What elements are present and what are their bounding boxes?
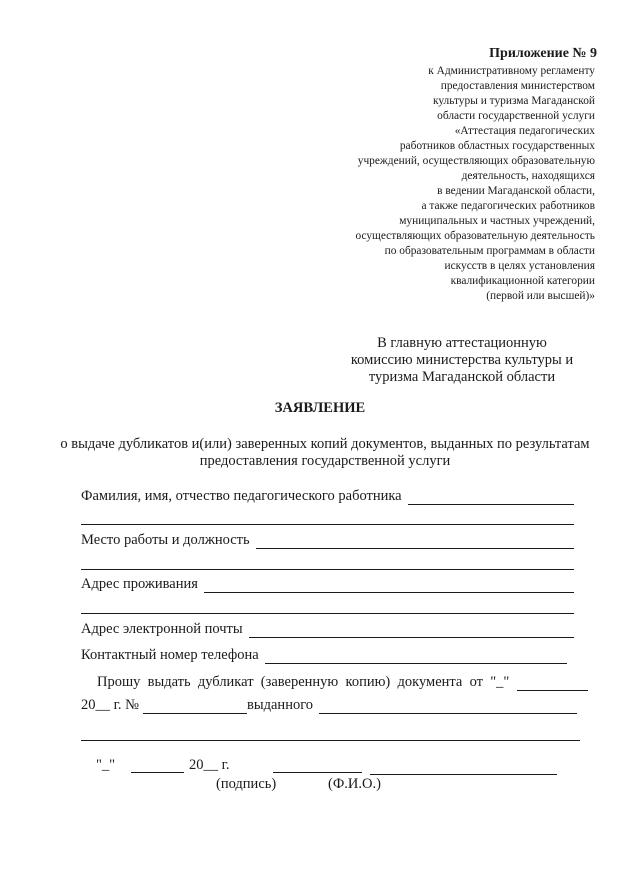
appendix-line: «Аттестация педагогических <box>454 125 595 137</box>
workplace-field[interactable] <box>256 534 574 549</box>
signer-name-caption: (Ф.И.О.) <box>328 776 381 792</box>
address-field-line-2[interactable] <box>81 613 574 614</box>
full-name-row <box>81 488 574 505</box>
appendix-title: Приложение № 9 <box>489 46 597 61</box>
appendix-line: по образовательным программам в области <box>384 245 595 257</box>
signature-date-month-field[interactable] <box>131 772 184 773</box>
appendix-line: осуществляющих образовательную деятельность <box>355 230 595 242</box>
signature-field[interactable] <box>273 772 362 773</box>
addressee-block <box>344 335 580 386</box>
request-row <box>97 674 588 691</box>
appendix-line: учреждений, осуществляющих образовательную <box>357 155 595 167</box>
year-number-label: 20__ г. № <box>81 697 140 713</box>
appendix-line: предоставления министерством <box>440 80 595 92</box>
issued-by-field-line-2[interactable] <box>81 740 580 741</box>
appendix-line: деятельность, находящихся <box>461 170 595 182</box>
appendix-line: культуры и туризма Магаданской <box>432 95 595 107</box>
phone-field[interactable] <box>265 649 567 664</box>
addressee-line: туризма Магаданской области <box>368 369 556 385</box>
appendix-line: муниципальных и частных учреждений, <box>399 215 595 227</box>
issue-row <box>81 697 577 714</box>
workplace-field-line-2[interactable] <box>81 569 574 570</box>
addressee-line: В главную аттестационную <box>377 335 547 351</box>
full-name-label: Фамилия, имя, отчество педагогического работника <box>81 488 402 504</box>
full-name-field-line-2[interactable] <box>81 524 574 525</box>
phone-row <box>81 647 567 664</box>
address-row <box>81 576 574 593</box>
appendix-line: (первой или высшей)» <box>486 290 595 302</box>
phone-label: Контактный номер телефона <box>81 647 259 663</box>
signature-date-day: "_" <box>96 757 116 773</box>
document-subtitle: о выдаче дубликатов и(или) заверенных копий документов, выданных по результатам предоставления государственной услуги <box>60 436 590 469</box>
document-title: ЗАЯВЛЕНИЕ <box>274 400 366 416</box>
appendix-line: в ведении Магаданской области, <box>437 185 595 197</box>
full-name-field[interactable] <box>408 490 574 505</box>
workplace-label: Место работы и должность <box>81 532 250 548</box>
document-number-field[interactable] <box>143 699 247 714</box>
request-text: Прошу выдать дубликат (заверенную копию) документа от "_" <box>97 674 510 690</box>
email-field[interactable] <box>249 623 574 638</box>
request-date-field[interactable] <box>517 676 588 691</box>
email-row <box>81 621 574 638</box>
address-field[interactable] <box>204 578 574 593</box>
issued-by-field[interactable] <box>319 699 577 714</box>
appendix-description <box>355 64 595 304</box>
address-label: Адрес проживания <box>81 576 198 592</box>
signature-caption: (подпись) <box>216 776 277 792</box>
appendix-line: работников областных государственных <box>399 140 595 152</box>
appendix-line: к Административному регламенту <box>428 65 595 77</box>
email-label: Адрес электронной почты <box>81 621 243 637</box>
appendix-line: области государственной услуги <box>437 110 595 122</box>
appendix-line: а также педагогических работников <box>421 200 595 212</box>
issued-label: выданного <box>247 697 314 713</box>
appendix-line: квалификационной категории <box>450 275 595 287</box>
addressee-line: комиссию министерства культуры и <box>350 352 574 368</box>
signature-date-year: 20__ г. <box>189 757 230 773</box>
appendix-line: искусств в целях установления <box>444 260 595 272</box>
workplace-row <box>81 532 574 549</box>
signer-name-field[interactable] <box>370 774 557 775</box>
